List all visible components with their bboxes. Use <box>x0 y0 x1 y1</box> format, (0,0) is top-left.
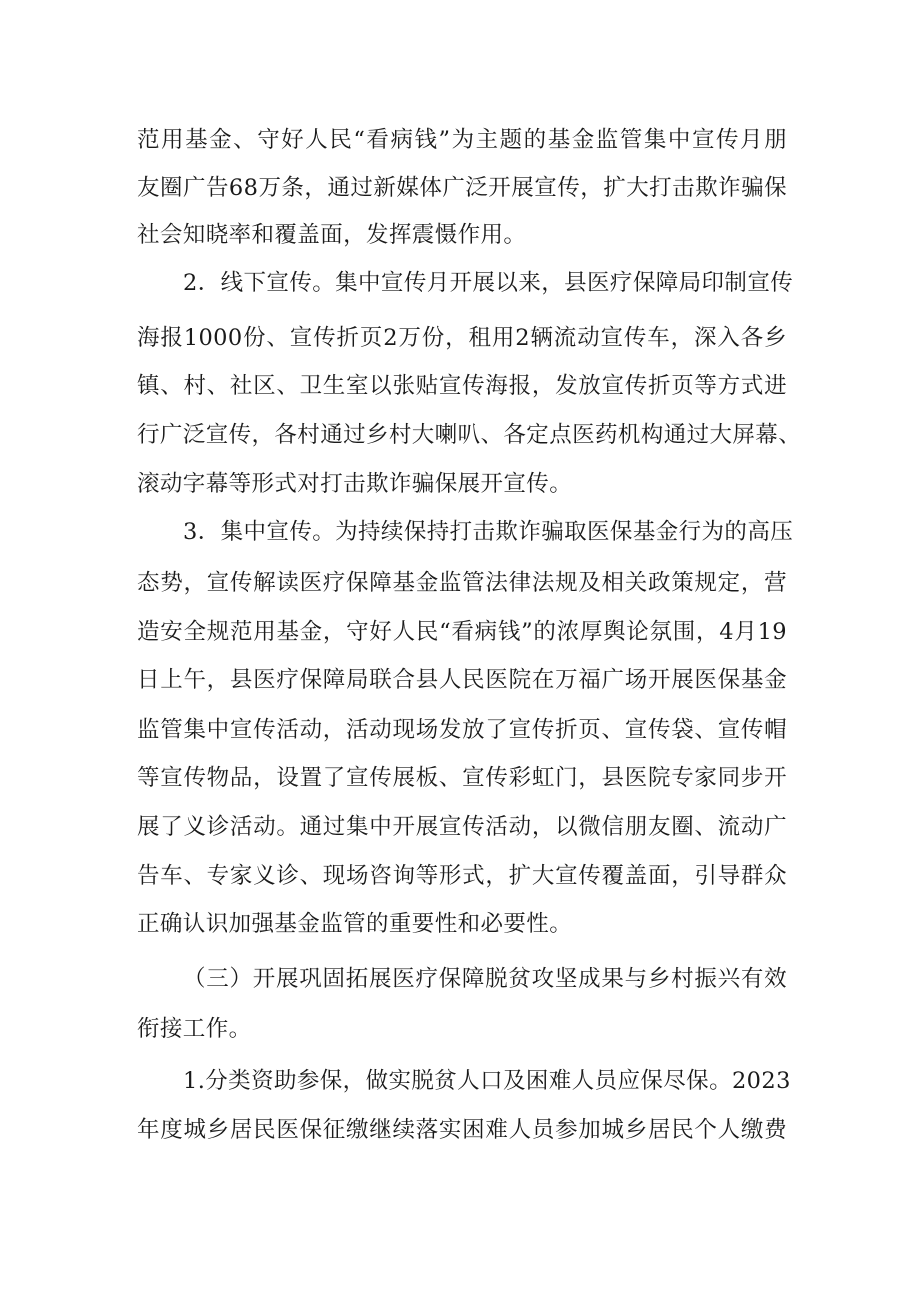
section-heading-line: （三）开展巩固拓展医疗保障脱贫攻坚成果与乡村振兴有效 <box>183 966 787 992</box>
paragraph-heading-line: 1.分类资助参保，做实脱贫人口及困难人员应保尽保。2023 <box>183 1068 791 1094</box>
text-line: 镇、村、社区、卫生室以张贴宣传海报，发放宣传折页等方式进 <box>137 373 787 399</box>
text-line: 范用基金、守好人民“看病钱”为主题的基金监管集中宣传月朋 <box>137 127 787 153</box>
text-line: 行广泛宣传，各村通过乡村大喇叭、各定点医药机构通过大屏幕、 <box>137 422 802 448</box>
text-line: 展了义诊活动。通过集中开展宣传活动，以微信朋友圈、流动广 <box>137 814 787 840</box>
text-line: 监管集中宣传活动，活动现场发放了宣传折页、宣传袋、宣传帽 <box>137 717 787 743</box>
text-line: 造安全规范用基金，守好人民“看病钱”的浓厚舆论氛围，4月19 <box>137 619 787 645</box>
text-line: 态势，宣传解读医疗保障基金监管法律法规及相关政策规定，营 <box>137 570 787 596</box>
section-heading-line: 衔接工作。 <box>137 1016 252 1042</box>
text-line: 正确认识加强基金监管的重要性和必要性。 <box>137 911 573 937</box>
paragraph-heading-line: 3．集中宣传。为持续保持打击欺诈骗取医保基金行为的高压 <box>183 519 794 545</box>
text-line: 年度城乡居民医保征缴继续落实困难人员参加城乡居民个人缴费 <box>137 1117 787 1143</box>
text-line: 滚动字幕等形式对打击欺诈骗保展开宣传。 <box>137 471 573 497</box>
text-line: 日上午，县医疗保障局联合县人民医院在万福广场开展医保基金 <box>137 667 787 693</box>
text-line: 社会知晓率和覆盖面，发挥震慑作用。 <box>137 222 527 248</box>
text-line: 海报1000份、宣传折页2万份，租用2辆流动宣传车，深入各乡 <box>137 325 787 351</box>
paragraph-heading-line: 2．线下宣传。集中宣传月开展以来，县医疗保障局印制宣传 <box>183 270 794 296</box>
text-line: 告车、专家义诊、现场咨询等形式，扩大宣传覆盖面，引导群众 <box>137 863 787 889</box>
text-line: 友圈广告68万条，通过新媒体广泛开展宣传，扩大打击欺诈骗保 <box>137 175 787 201</box>
text-line: 等宣传物品，设置了宣传展板、宣传彩虹门，县医院专家同步开 <box>137 765 787 791</box>
